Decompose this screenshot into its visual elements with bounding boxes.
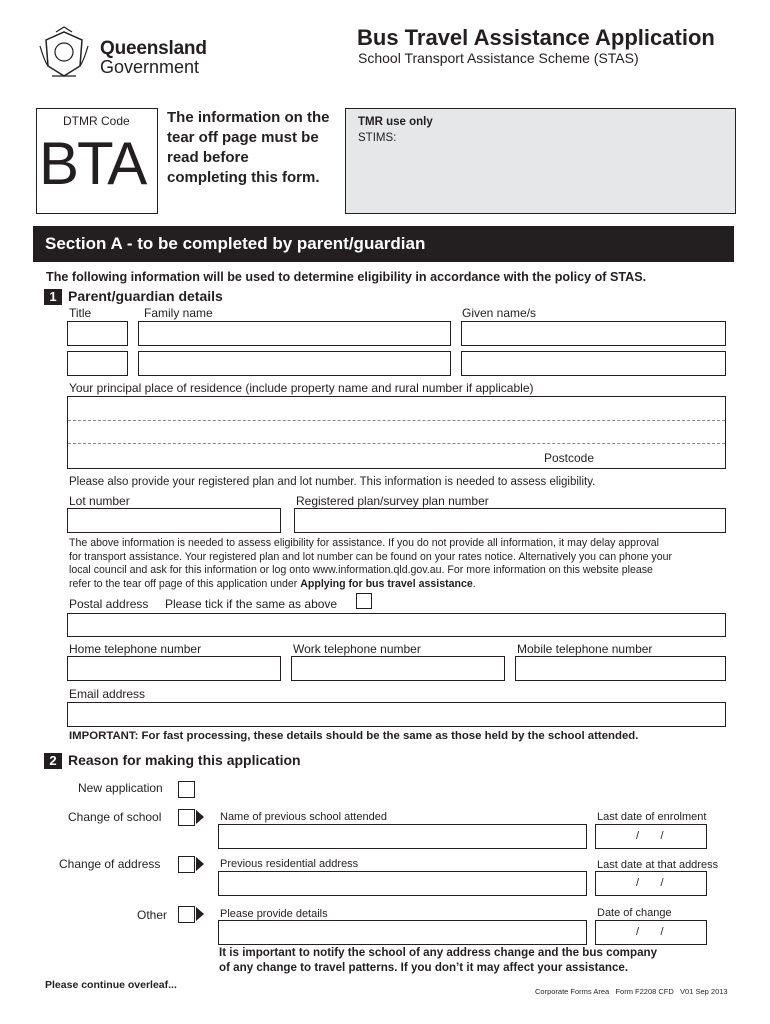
postcode-label: Postcode bbox=[544, 451, 595, 465]
title-field-1[interactable] bbox=[67, 321, 128, 346]
new-application-checkbox[interactable] bbox=[178, 781, 195, 798]
part-2-heading: Reason for making this application bbox=[68, 752, 301, 768]
previous-address-label: Previous residential address bbox=[220, 858, 359, 870]
new-application-label: New application bbox=[78, 781, 163, 795]
family-name-label: Family name bbox=[144, 306, 213, 320]
given-names-label: Given name/s bbox=[462, 306, 537, 320]
previous-address-field[interactable] bbox=[218, 871, 587, 896]
title-label: Title bbox=[69, 306, 92, 320]
other-checkbox[interactable] bbox=[178, 906, 195, 923]
arrow-right-icon bbox=[196, 907, 204, 921]
continue-overleaf: Please continue overleaf... bbox=[45, 979, 177, 991]
stims-label: STIMS: bbox=[358, 132, 397, 144]
arrow-right-icon bbox=[196, 810, 204, 824]
work-telephone-field[interactable] bbox=[291, 656, 505, 681]
last-enrolment-label: Last date of enrolment bbox=[597, 811, 707, 823]
change-of-address-checkbox[interactable] bbox=[178, 856, 195, 873]
plan-number-field[interactable] bbox=[294, 508, 726, 533]
postal-address-field[interactable] bbox=[67, 613, 726, 637]
email-label: Email address bbox=[69, 687, 146, 701]
tmr-use-only-label: TMR use only bbox=[358, 116, 433, 128]
dtmr-code-value: BTA bbox=[39, 130, 146, 197]
other-label: Other bbox=[137, 908, 168, 922]
tmr-use-only-box bbox=[345, 108, 736, 214]
last-at-address-label: Last date at that address bbox=[597, 859, 719, 871]
provide-details-label: Please provide details bbox=[220, 908, 328, 920]
applying-link-text: Applying for bus travel assistance bbox=[300, 577, 473, 590]
date-of-change-label: Date of change bbox=[597, 907, 672, 919]
postal-address-label: Postal address bbox=[69, 597, 149, 611]
postal-same-label: Please tick if the same as above bbox=[165, 597, 338, 611]
given-names-field-2[interactable] bbox=[461, 351, 726, 376]
qld-crest-icon bbox=[36, 26, 92, 82]
form-reference: Corporate Forms Area Form F2208 CFD V01 Sep 2013 bbox=[535, 987, 728, 996]
eligibility-note: The following information will be used to determine eligibility in accordance with the policy of STAS. bbox=[46, 270, 647, 284]
previous-school-label: Name of previous school attended bbox=[220, 811, 387, 823]
section-a-heading: Section A - to be completed by parent/guardian bbox=[33, 226, 734, 262]
plan-note: Please also provide your registered plan and lot number. This information is needed to assess eligibility. bbox=[69, 476, 596, 488]
home-telephone-label: Home telephone number bbox=[69, 642, 202, 656]
residence-line-1 bbox=[68, 420, 725, 421]
part-2-number: 2 bbox=[44, 753, 62, 769]
work-telephone-label: Work telephone number bbox=[293, 642, 421, 656]
lot-number-field[interactable] bbox=[67, 508, 281, 533]
plan-number-label: Registered plan/survey plan number bbox=[296, 494, 489, 508]
important-note: IMPORTANT: For fast processing, these details should be the same as those held by the school attended. bbox=[69, 730, 639, 742]
family-name-field-1[interactable] bbox=[138, 321, 451, 346]
email-field[interactable] bbox=[67, 702, 726, 727]
part-1-heading: Parent/guardian details bbox=[68, 288, 223, 304]
eligibility-info-paragraph: The above information is needed to assess eligibility for assistance. If you do not provide all information, it may delay approval for transport assistance. Your registered plan and lot number can be found on your rates notice. Alternatively you can phone your local council and ask for this information or log onto www.information.qld.gov.au. For more information on this website please refer to the tear off page of this application under Applying for bus travel assistance. bbox=[69, 537, 673, 590]
other-details-field[interactable] bbox=[218, 920, 587, 945]
logo-queensland: Queensland bbox=[100, 38, 207, 59]
logo-government: Government bbox=[100, 57, 200, 77]
previous-school-field[interactable] bbox=[218, 824, 587, 849]
last-at-address-date-field[interactable]: / / bbox=[595, 871, 707, 896]
postal-same-checkbox[interactable] bbox=[356, 593, 372, 609]
family-name-field-2[interactable] bbox=[138, 351, 451, 376]
residence-field[interactable] bbox=[67, 396, 726, 469]
dtmr-code-label: DTMR Code bbox=[63, 114, 130, 128]
mobile-telephone-field[interactable] bbox=[515, 656, 726, 681]
home-telephone-field[interactable] bbox=[67, 656, 281, 681]
mobile-telephone-label: Mobile telephone number bbox=[517, 642, 653, 656]
title-field-2[interactable] bbox=[67, 351, 128, 376]
part-1-number: 1 bbox=[44, 289, 62, 305]
change-of-address-label: Change of address bbox=[59, 857, 161, 871]
tearoff-notice: The information on the tear off page must be read before completing this form. bbox=[167, 109, 330, 186]
change-of-school-checkbox[interactable] bbox=[178, 809, 195, 826]
residence-line-2 bbox=[68, 443, 725, 444]
change-of-school-label: Change of school bbox=[68, 810, 162, 824]
page-title: Bus Travel Assistance Application bbox=[357, 25, 715, 50]
lot-number-label: Lot number bbox=[69, 494, 130, 508]
arrow-right-icon bbox=[196, 857, 204, 871]
dtmr-code-box bbox=[36, 108, 158, 214]
page-subtitle: School Transport Assistance Scheme (STAS) bbox=[358, 50, 639, 66]
last-enrolment-date-field[interactable]: / / bbox=[595, 824, 707, 849]
notify-notice: It is important to notify the school of any address change and the bus company of any change to travel patterns. If you don’t it may affect your assistance. bbox=[219, 946, 658, 974]
given-names-field-1[interactable] bbox=[461, 321, 726, 346]
date-of-change-field[interactable]: / / bbox=[595, 920, 707, 945]
residence-label: Your principal place of residence (include property name and rural number if applicable) bbox=[69, 381, 534, 395]
